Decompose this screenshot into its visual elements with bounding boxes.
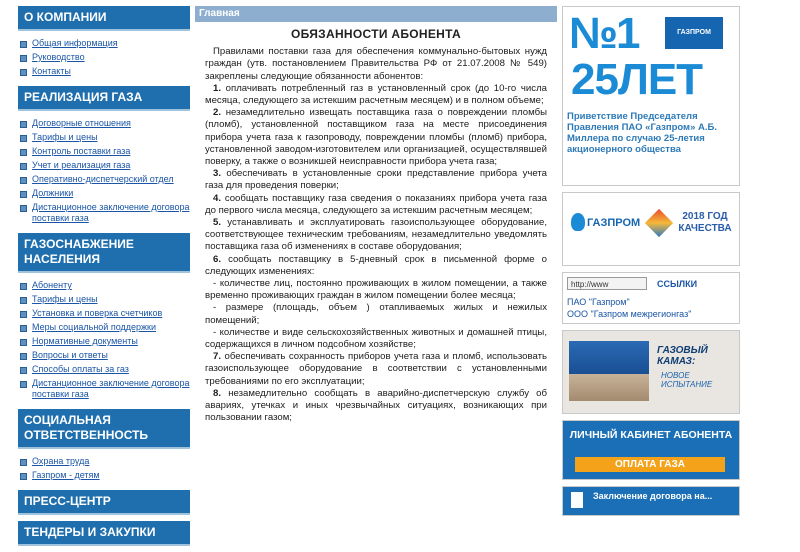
obligation-item — [205, 107, 547, 168]
sidebar-item-label[interactable]: Общая информация — [32, 38, 118, 48]
bullet-icon — [20, 381, 27, 388]
sidebar-item[interactable] — [20, 336, 190, 347]
bullet-icon — [20, 177, 27, 184]
sidebar-item[interactable] — [20, 456, 190, 467]
obligation-text: обеспечивать в установленные сроки представление прибора учета газа для проведения поверки; — [205, 168, 547, 192]
obligation-item — [205, 351, 547, 388]
sidebar-item-label[interactable]: Учет и реализация газа — [32, 160, 131, 170]
sidebar-item-label[interactable]: Дистанционное заключение договора поставки газа — [32, 202, 190, 223]
obligation-text: оплачивать потребленный газ в установленный срок (до 10-го числа месяца, следующего за истекшим расчетным месяцем) и в полном объеме; — [205, 82, 547, 107]
link-mezhregiongaz[interactable]: ООО "Газпром межрегионгаз" — [567, 309, 692, 319]
bullet-icon — [20, 297, 27, 304]
obligation-number: 7. — [213, 351, 222, 363]
bullet-icon — [20, 283, 27, 290]
sidebar-item-label[interactable]: Меры социальной поддержки — [32, 322, 156, 332]
quality-year-banner[interactable] — [562, 192, 740, 266]
personal-cabinet-banner[interactable] — [562, 420, 740, 480]
obligation-item — [205, 327, 547, 351]
gazprom-flame-icon — [571, 213, 585, 231]
sidebar-item[interactable] — [20, 280, 190, 291]
obligation-number: 4. — [213, 192, 222, 204]
bullet-icon — [20, 339, 27, 346]
links-url-field[interactable]: http://www — [567, 277, 647, 290]
intro-paragraph: Правилами поставки газа для обеспечения коммунально-бытовых нужд граждан (утв. постановлением Правительства РФ от 21.07.2008 № 549) закреплены следующие обязанности абонентов: — [205, 46, 547, 82]
sidebar-item[interactable] — [20, 66, 190, 77]
document-icon — [571, 492, 583, 508]
sidebar-item[interactable] — [20, 378, 190, 400]
links-header: ССЫЛКИ — [657, 279, 698, 289]
page-title: ОБЯЗАННОСТИ АБОНЕНТА — [291, 27, 461, 41]
obligation-text: незамедлительно извещать поставщика газа о повреждении пломбы (пломб), установленной поставщиком газа на месте присоединения прибора учета газа к газопроводу, повреждении пломбы (пломб) прибора, установленной заводом-изготовителем или организацией, осуществлявшей поверку, а также о возникшей неисправности прибора учета газа; — [205, 107, 547, 168]
anniversary-banner[interactable] — [562, 6, 740, 186]
sidebar-item[interactable] — [20, 188, 190, 199]
left-sidebar — [18, 6, 190, 552]
sidebar-item[interactable] — [20, 146, 190, 157]
obligation-number: 8. — [213, 387, 222, 399]
bullet-icon — [20, 367, 27, 374]
sidebar-section-header[interactable]: ПРЕСС-ЦЕНТР — [18, 490, 190, 513]
obligation-item — [205, 217, 547, 254]
sidebar-item-label[interactable]: Абоненту — [32, 280, 72, 290]
link-gazprom[interactable]: ПАО "Газпром" — [567, 297, 630, 307]
sidebar-section-header[interactable]: СОЦИАЛЬНАЯ ОТВЕТСТВЕННОСТЬ — [18, 409, 190, 447]
sidebar-item[interactable] — [20, 308, 190, 319]
sidebar-item[interactable] — [20, 118, 190, 129]
sidebar-section-header[interactable]: РЕАЛИЗАЦИЯ ГАЗА — [18, 86, 190, 109]
bullet-icon — [20, 135, 27, 142]
sidebar-item-label[interactable]: Тарифы и цены — [32, 132, 98, 142]
sidebar-item-label[interactable]: Дистанционное заключение договора поставки газа — [32, 378, 190, 399]
sidebar-item[interactable] — [20, 470, 190, 481]
bullet-icon — [20, 353, 27, 360]
sidebar-item-label[interactable]: Газпром - детям — [32, 470, 100, 480]
bullet-icon — [20, 473, 27, 480]
obligation-number: 1. — [213, 82, 222, 94]
sidebar-item-label[interactable]: Тарифы и цены — [32, 294, 98, 304]
obligation-item — [205, 388, 547, 425]
sidebar-item[interactable] — [20, 174, 190, 185]
kamaz-subtitle: НОВОЕ ИСПЫТАНИЕ — [661, 371, 713, 389]
obligation-text: устанавливать и эксплуатировать газоиспользующее оборудование, соответствующее техническим требованиям, незамедлительно уведомлять поставщика газа об изменениях в составе оборудования; — [205, 217, 547, 253]
bullet-icon — [20, 459, 27, 466]
obligation-text: - размере (площадь, объем ) отапливаемых жилых и нежилых помещений; — [205, 302, 547, 326]
sidebar-item-label[interactable]: Контакты — [32, 66, 71, 76]
obligation-text: - количестве и виде сельскохозяйственных животных и домашней птицы, содержащихся в личном подсобном хозяйстве; — [205, 326, 547, 351]
links-box — [562, 272, 740, 324]
obligation-number: 3. — [213, 168, 222, 180]
bullet-icon — [20, 191, 27, 198]
sidebar-menu — [18, 273, 190, 409]
sidebar-item-label[interactable]: Установка и поверка счетчиков — [32, 308, 163, 318]
sidebar-menu — [18, 111, 190, 233]
main-article — [205, 26, 547, 425]
sidebar-item[interactable] — [20, 202, 190, 224]
gas-kamaz-banner[interactable] — [562, 330, 740, 414]
sidebar-item-label[interactable]: Способы оплаты за газ — [32, 364, 129, 374]
anniversary-number: №1 — [569, 9, 639, 58]
sidebar-section-header[interactable]: О КОМПАНИИ — [18, 6, 190, 29]
pay-gas-button[interactable]: ОПЛАТА ГАЗА — [575, 457, 725, 472]
gazprom-brand: ГАЗПРОМ — [587, 217, 641, 229]
right-column — [562, 6, 740, 516]
bullet-icon — [20, 55, 27, 62]
anniversary-caption[interactable]: Приветствие Председателя Правления ПАО «Газпром» А.Б. Миллера по случаю 25-летия акционерного общества — [567, 111, 717, 155]
sidebar-item[interactable] — [20, 322, 190, 333]
sidebar-item-label[interactable]: Вопросы и ответы — [32, 350, 108, 360]
obligation-number: 5. — [213, 217, 222, 229]
breadcrumb[interactable]: Главная — [195, 6, 557, 22]
sidebar-item[interactable] — [20, 132, 190, 143]
contract-banner[interactable] — [562, 486, 740, 516]
sidebar-section-header[interactable]: ГАЗОСНАБЖЕНИЕ НАСЕЛЕНИЯ — [18, 233, 190, 271]
bullet-icon — [20, 205, 27, 212]
bullet-icon — [20, 325, 27, 332]
sidebar-item-label[interactable]: Охрана труда — [32, 456, 90, 466]
sidebar-item[interactable] — [20, 38, 190, 49]
sidebar-item[interactable] — [20, 294, 190, 305]
sidebar-item-label[interactable]: Должники — [32, 188, 74, 198]
obligation-text: обеспечивать сохранность приборов учета газа и пломб, использовать газоиспользующее оборудование в соответствии с установленными требованиями по его эксплуатации; — [205, 351, 547, 387]
quality-diamond-icon — [645, 209, 673, 237]
sidebar-item-label[interactable]: Руководство — [32, 52, 85, 62]
sidebar-item[interactable] — [20, 350, 190, 361]
sidebar-item[interactable] — [20, 52, 190, 63]
obligation-text: сообщать поставщику газа сведения о показаниях прибора учета газа до первого числа месяца, следующего за истекшим расчетным месяцем; — [205, 192, 547, 216]
sidebar-item-label[interactable]: Оперативно-диспетчерский отдел — [32, 174, 174, 184]
cabinet-title: ЛИЧНЫЙ КАБИНЕТ АБОНЕНТА — [569, 429, 733, 441]
anniversary-years: 25ЛЕТ — [571, 55, 703, 104]
sidebar-item[interactable] — [20, 160, 190, 171]
sidebar-item-label[interactable]: Договорные отношения — [32, 118, 131, 128]
bullet-icon — [20, 163, 27, 170]
obligations-list — [205, 83, 547, 425]
bullet-icon — [20, 69, 27, 76]
bullet-icon — [20, 121, 27, 128]
obligation-text: сообщать поставщику в 5-дневный срок в письменной форме о следующих изменениях: — [205, 253, 547, 277]
sidebar-menu — [18, 31, 190, 86]
obligation-number: 2. — [213, 107, 222, 119]
bullet-icon — [20, 41, 27, 48]
sidebar-menu — [18, 546, 190, 552]
gazprom-logo: ГАЗПРОМ — [665, 17, 723, 49]
sidebar-item-label[interactable]: Контроль поставки газа — [32, 146, 131, 156]
sidebar-menu — [18, 449, 190, 490]
obligation-text: - количестве лиц, постоянно проживающих в жилом помещении, а также временно проживающих граждан в жилом помещении более месяца; — [205, 278, 547, 302]
contract-text: Заключение договора на... — [593, 491, 713, 501]
sidebar-section-header[interactable]: ТЕНДЕРЫ И ЗАКУПКИ — [18, 521, 190, 544]
obligation-item — [205, 278, 547, 302]
obligation-item — [205, 83, 547, 107]
kamaz-truck-image — [569, 341, 649, 401]
obligation-text: незамедлительно сообщать в аварийно-диспетчерскую службу об авариях, утечках и иных чрезвычайных ситуациях, возникающих при пользовании газом; — [205, 387, 547, 424]
kamaz-title: ГАЗОВЫЙ КАМАЗ: — [657, 345, 708, 367]
obligation-item — [205, 193, 547, 217]
bullet-icon — [20, 149, 27, 156]
sidebar-item-label[interactable]: Нормативные документы — [32, 336, 138, 346]
bullet-icon — [20, 311, 27, 318]
obligation-item — [205, 302, 547, 326]
obligation-item — [205, 168, 547, 192]
obligation-item — [205, 254, 547, 278]
quality-year-text: 2018 ГОД КАЧЕСТВА — [678, 211, 732, 234]
obligation-number: 6. — [213, 253, 222, 265]
sidebar-item[interactable] — [20, 364, 190, 375]
